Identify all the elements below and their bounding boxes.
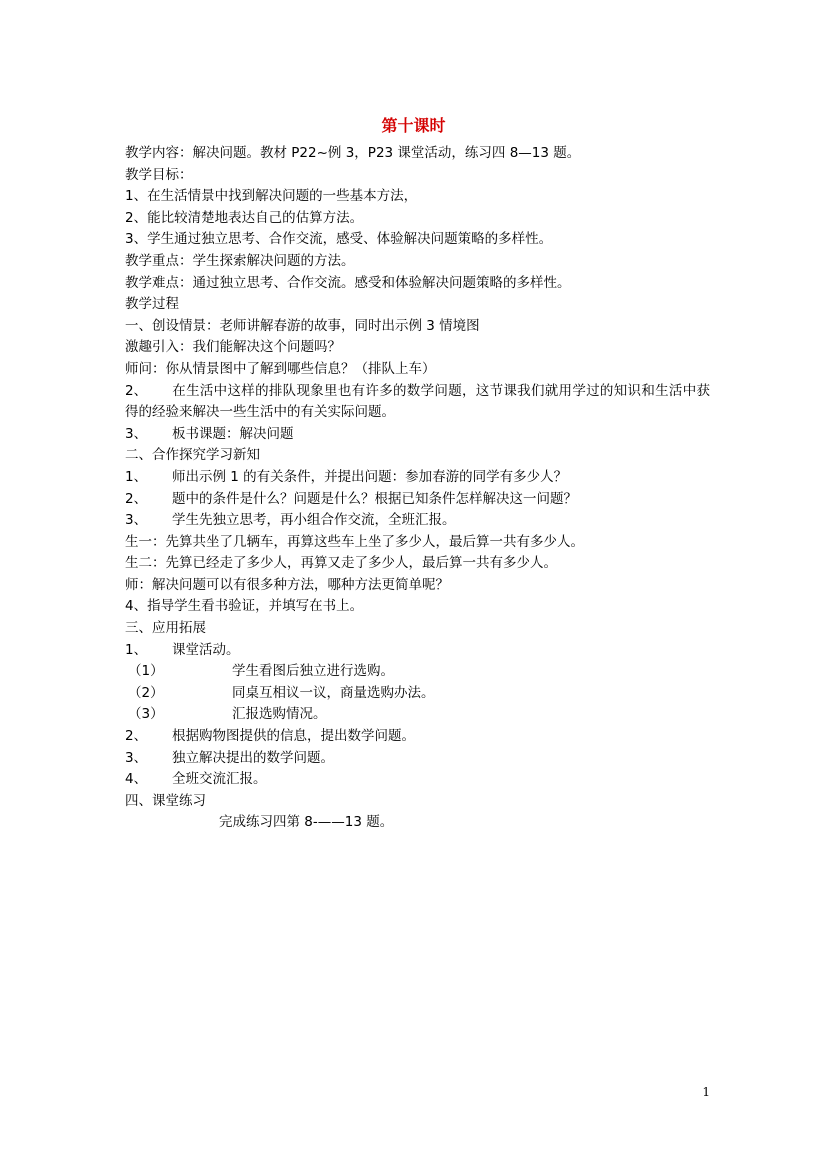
sub-item: [125, 704, 710, 726]
section-heading: 三、应用拓展: [125, 620, 206, 637]
paragraph-line: 激趣引入：我们能解决这个问题吗？: [125, 339, 341, 356]
item-text: 根据购物图提供的信息，提出数学问题。: [172, 728, 415, 745]
sub-item-number: （1）: [128, 663, 164, 680]
numbered-item: [125, 640, 710, 662]
section-heading: 四、课堂练习: [125, 792, 206, 809]
item-text: 全班交流汇报。: [172, 771, 267, 788]
paragraph-line: 生二：先算已经走了多少人，再算又走了多少人，最后算一共有多少人。: [125, 555, 557, 572]
item-number: 3、: [125, 512, 148, 529]
sub-item-text: 同桌互相议一议，商量选购办法。: [232, 684, 435, 701]
numbered-item: [125, 726, 710, 748]
item-text: 师出示例 1 的有关条件，并提出问题：参加春游的同学有多少人？: [172, 468, 568, 485]
item-number: 1、: [125, 641, 148, 658]
numbered-item: [125, 510, 710, 532]
numbered-item: [125, 424, 710, 446]
numbered-item: [125, 467, 710, 489]
sub-item: [125, 661, 710, 683]
lesson-content: [125, 143, 710, 834]
teaching-focus: 教学重点：学生探索解决问题的方法。: [125, 252, 355, 269]
paragraph-line: 生一：先算共坐了几辆车，再算这些车上坐了多少人，最后算一共有多少人。: [125, 533, 584, 550]
teaching-process-heading: 教学过程: [125, 296, 179, 313]
section-heading: 一、创设情景：老师讲解春游的故事，同时出示例 3 情境图: [125, 317, 480, 334]
sub-item-text: 汇报选购情况。: [232, 706, 327, 723]
sub-item: [125, 683, 710, 705]
lesson-title: 第十课时: [381, 116, 446, 135]
sub-item-number: （3）: [128, 706, 164, 723]
item-number: 3、: [125, 749, 148, 766]
paragraph-line: 4、指导学生看书验证，并填写在书上。: [125, 598, 364, 615]
item-text: 课堂活动。: [172, 641, 240, 658]
item-text: 题中的条件是什么？问题是什么？根据已知条件怎样解决这一问题？: [172, 490, 577, 507]
item-number: 1、: [125, 468, 148, 485]
item-text: 独立解决提出的数学问题。: [172, 749, 334, 766]
item-text: 在生活中这样的排队现象里也有许多的数学问题，这节课我们就用学过的知识和生活中获得的经验来解决一些生活中的有关实际问题。: [125, 382, 710, 421]
sub-item-number: （2）: [128, 684, 164, 701]
item-number: 2、: [125, 490, 148, 507]
numbered-item: [125, 748, 710, 770]
section-heading: 二、合作探究学习新知: [125, 447, 260, 464]
goal-item: 3、学生通过独立思考、合作交流，感受、体验解决问题策略的多样性。: [125, 231, 553, 248]
item-number: 2、: [125, 382, 148, 399]
numbered-item: [125, 489, 710, 511]
item-text: 板书课题：解决问题: [172, 425, 294, 442]
goal-item: 2、能比较清楚地表达自己的估算方法。: [125, 209, 364, 226]
item-number: 2、: [125, 728, 148, 745]
exercise-line: 完成练习四第 8-——13 题。: [219, 814, 394, 831]
sub-item-text: 学生看图后独立进行选购。: [232, 663, 394, 680]
teaching-goals-heading: 教学目标：: [125, 166, 193, 183]
paragraph-line: 师：解决问题可以有很多种方法，哪种方法更简单呢？: [125, 576, 449, 593]
teaching-difficulty: 教学难点：通过独立思考、合作交流。感受和体验解决问题策略的多样性。: [125, 274, 571, 291]
item-number: 4、: [125, 771, 148, 788]
goal-item: 1、在生活情景中找到解决问题的一些基本方法，: [125, 188, 418, 205]
item-text: 学生先独立思考，再小组合作交流，全班汇报。: [172, 512, 456, 529]
paragraph-line: 师问：你从情景图中了解到哪些信息？（排队上车）: [125, 360, 436, 377]
teaching-content: 教学内容：解决问题。教材 P22~例 3，P23 课堂活动，练习四 8—13 题。: [125, 145, 581, 161]
numbered-item: [125, 381, 710, 424]
page-number: 1: [702, 1085, 710, 1099]
numbered-item: [125, 769, 710, 791]
item-number: 3、: [125, 425, 148, 442]
